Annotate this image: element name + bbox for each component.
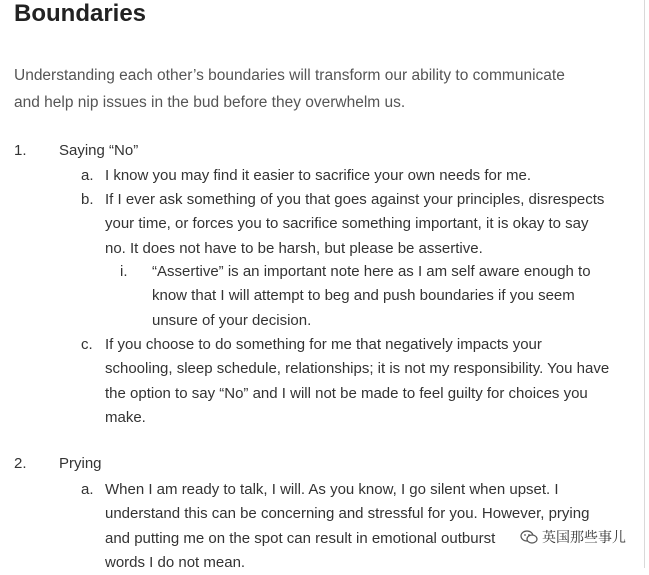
wechat-icon <box>520 530 538 544</box>
roman-mark: i. <box>120 263 128 280</box>
text-line: and putting me on the spot can result in emotional outburst <box>105 529 496 547</box>
intro-paragraph <box>14 62 614 116</box>
right-border <box>644 0 645 568</box>
text-line: “Assertive” is an important note here as I am self aware enough to <box>152 263 591 280</box>
text-line: schooling, sleep schedule, relationships; it is not my responsibility. You have <box>105 360 610 378</box>
item-number: 2. <box>14 455 27 472</box>
intro-line: Understanding each other’s boundaries will transform our ability to communicate <box>14 67 565 84</box>
sub-item-text <box>105 164 610 188</box>
watermark <box>517 526 629 548</box>
text-line: the option to say “No” and I will not be made to feel guilty for choices you <box>105 384 588 402</box>
item-number: 1. <box>14 142 27 159</box>
text-line: know that I will attempt to beg and push boundaries if you seem <box>152 287 575 305</box>
text-line: words I do not mean. <box>105 553 246 571</box>
watermark-text: 英国那些事儿 <box>542 529 626 545</box>
item-title: Prying <box>59 455 102 472</box>
roman-text <box>152 260 592 333</box>
sub-item-mark: a. <box>81 481 94 498</box>
item-title: Saying “No” <box>59 142 139 159</box>
sub-item-text <box>105 188 610 261</box>
sub-item-mark: a. <box>81 167 94 184</box>
text-line: If I ever ask something of you that goes against your principles, disrespects <box>105 191 605 208</box>
text-line: unsure of your decision. <box>152 311 312 329</box>
text-line: understand this can be concerning and stressful for you. However, prying <box>105 505 590 523</box>
text-line: make. <box>105 408 146 426</box>
sub-item-mark: b. <box>81 191 94 208</box>
text-line: no. It does not have to be harsh, but please be assertive. <box>105 239 483 257</box>
sub-item-mark: c. <box>81 336 93 353</box>
page-title: Boundaries <box>14 0 147 27</box>
text-line: When I am ready to talk, I will. As you know, I go silent when upset. I <box>105 481 559 498</box>
intro-line: and help nip issues in the bud before they overwhelm us. <box>14 94 406 111</box>
sub-item-text <box>105 333 610 430</box>
text-line: I know you may find it easier to sacrifice your own needs for me. <box>105 167 532 184</box>
text-line: If you choose to do something for me that negatively impacts your <box>105 336 542 353</box>
text-line: your time, or forces you to sacrifice something important, it is okay to say <box>105 215 589 233</box>
